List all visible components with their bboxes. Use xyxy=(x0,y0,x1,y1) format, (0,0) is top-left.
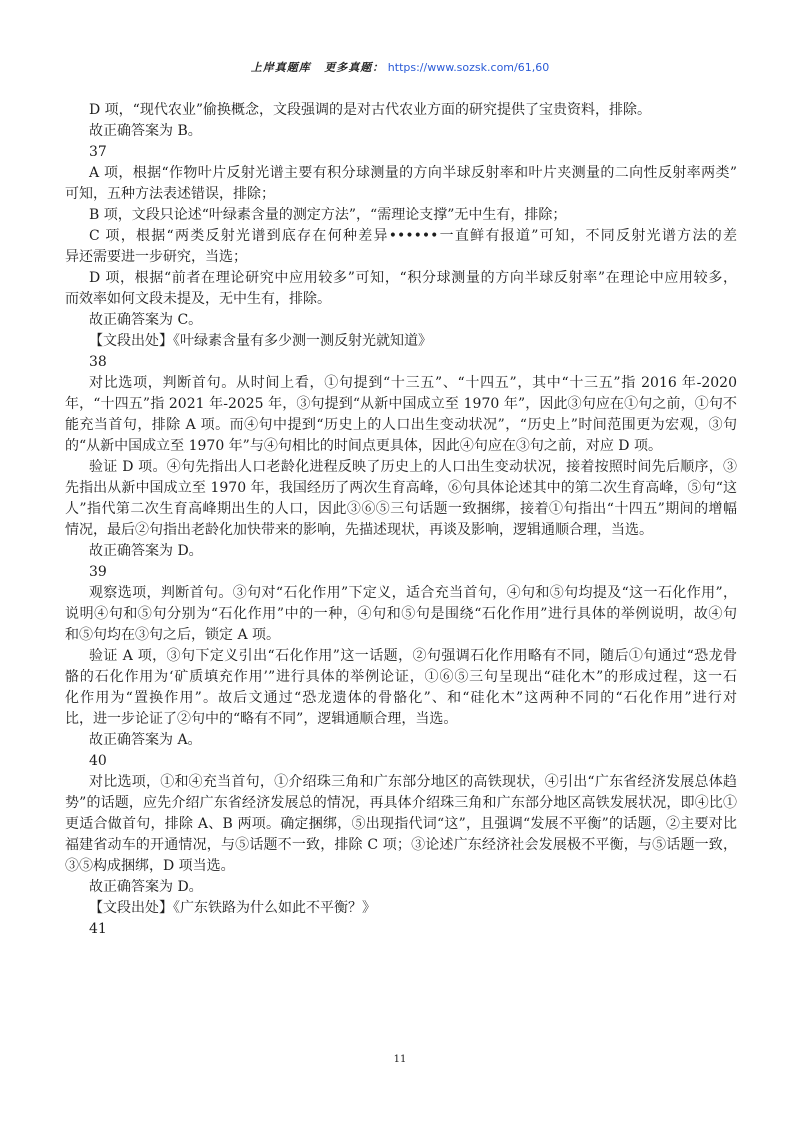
question-38 xyxy=(65,352,737,562)
question-number: 38 xyxy=(89,354,107,370)
text-line: 福建省动车的开通情况，与⑤话题不一致，排除 C 项；③论述广东经济社会发展极不平衡，与⑤话题一致， xyxy=(65,837,737,853)
answer-statement xyxy=(65,121,737,142)
header-link[interactable]: https://www.sozsk.com/61,60 xyxy=(387,61,550,74)
document-body xyxy=(65,100,737,940)
answer-statement xyxy=(65,730,737,751)
analysis-paragraph xyxy=(65,583,737,646)
page-header xyxy=(0,60,800,76)
text-line: 骼的石化作用为‘矿质填充作用’”进行具体的举例论证，①⑥⑤三句呈现出“硅化木”的形成过程，这一石 xyxy=(65,669,737,685)
question-41 xyxy=(65,919,737,940)
page-footer xyxy=(0,1052,800,1068)
text-line: 年，“十四五”指 2021 年-2025 年，③句提到“从新中国成立至 1970 年”，因此③句应在①句之前，①句不 xyxy=(65,396,737,412)
question-number: 37 xyxy=(89,144,107,160)
text-line: 【文段出处】《叶绿素含量有多少测一测反射光就知道》 xyxy=(89,333,432,349)
analysis-paragraph xyxy=(65,772,737,877)
option-a-analysis xyxy=(65,163,737,205)
source-citation xyxy=(65,898,737,919)
text-line: 【文段出处】《广东铁路为什么如此不平衡？》 xyxy=(89,900,376,916)
option-d-analysis xyxy=(65,268,737,310)
text-line: 对比选项，①和④充当首句，①介绍珠三角和广东部分地区的高铁现状，④引出“广东省经济发展总体趋 xyxy=(89,774,737,790)
text-line: 的“从新中国成立至 1970 年”与④句相比的时间点更具体，因此④句应在③句之前，对应 D 项。 xyxy=(65,438,662,454)
text-line: 势”的话题，应先介绍广东省经济发展总的情况，再具体介绍珠三角和广东部分地区高铁发展状况，即④比① xyxy=(65,795,737,811)
text-line: 而效率如何文段未提及，无中生有，排除。 xyxy=(65,291,331,307)
text-line: 更适合做首句，排除 A、B 两项。确定捆绑，⑤出现指代词“这”，且强调“发展不平衡”的话题，②主要对比 xyxy=(65,816,737,832)
verification-paragraph xyxy=(65,457,737,541)
text-line: 验证 A 项，③句下定义引出“石化作用”这一话题，②句强调石化作用略有不同，随后①句通过“恐龙骨 xyxy=(89,648,737,664)
text-line: 人”指代第二次生育高峰期出生的人口，因此③⑥⑤三句话题一致捆绑，接着①句指出“十四五”期间的增幅 xyxy=(65,501,737,517)
brand-label: 上岸真题库 xyxy=(250,61,311,74)
text-line: 能充当首句，排除 A 项。而④句中提到“历史上的人口出生变动状况”，“历史上”时间范围更为宏观，③句 xyxy=(65,417,737,433)
text-line: ③⑤构成捆绑，D 项当选。 xyxy=(65,858,235,874)
answer-statement xyxy=(65,541,737,562)
text-line: 验证 D 项。④句先指出人口老龄化进程反映了历史上的人口出生变动状况，接着按照时间先后顺序，③ xyxy=(89,459,737,475)
answer-statement xyxy=(65,310,737,331)
text-line: 故正确答案为 B。 xyxy=(89,123,202,139)
source-citation xyxy=(65,331,737,352)
text-line: C 项，根据“两类反射光谱到底存在何种差异••••••一直鲜有报道”可知，不同反射光谱方法的差 xyxy=(89,228,737,244)
text-line: D 项，“现代农业”偷换概念，文段强调的是对古代农业方面的研究提供了宝贵资料，排除。 xyxy=(89,102,651,118)
text-line: A 项，根据“作物叶片反射光谱主要有积分球测量的方向半球反射率和叶片夹测量的二向性反射率两类” xyxy=(89,165,737,181)
more-questions-label: 更多真题： xyxy=(324,61,385,74)
analysis-paragraph xyxy=(65,373,737,457)
question-number: 39 xyxy=(89,564,107,580)
answer-statement xyxy=(65,877,737,898)
text-line: 和⑤句均在③句之后，锁定 A 项。 xyxy=(65,627,281,643)
question-40 xyxy=(65,751,737,919)
text-line: 说明④句和⑤句分别为“石化作用”中的一种，④句和⑤句是围绕“石化作用”进行具体的举例说明，故④句 xyxy=(65,606,737,622)
text-line: 比，进一步论证了②句中的“略有不同”，逻辑通顺合理，当选。 xyxy=(65,711,458,727)
text-line: 观察选项，判断首句。③句对“石化作用”下定义，适合充当首句，④句和⑤句均提及“这一石化作用”， xyxy=(89,585,737,601)
text-line: 化作用为“置换作用”。故后文通过“恐龙遗体的骨骼化”、和“硅化木”这两种不同的“石化作用”进行对 xyxy=(65,690,737,706)
question-number: 41 xyxy=(89,921,107,937)
question-37 xyxy=(65,142,737,352)
text-line: 情况，最后②句指出老龄化加快带来的影响，先描述现状，再谈及影响，逻辑通顺合理，当选。 xyxy=(65,522,653,538)
page-number: 11 xyxy=(393,1054,407,1065)
text-line: 故正确答案为 D。 xyxy=(89,543,203,559)
question-number: 40 xyxy=(89,753,107,769)
option-b-analysis xyxy=(65,205,737,226)
text-line: 异还需要进一步研究，当选； xyxy=(65,249,247,265)
text-line: 故正确答案为 A。 xyxy=(89,732,202,748)
question-39 xyxy=(65,562,737,751)
text-line: 对比选项，判断首句。从时间上看，①句提到“十三五”、“十四五”，其中“十三五”指 2016 年-2020 xyxy=(89,375,737,391)
previous-question-tail xyxy=(65,100,737,142)
verification-paragraph xyxy=(65,646,737,730)
text-line: 先指出从新中国成立至 1970 年，我国经历了两次生育高峰，⑥句具体论述其中的第二次生育高峰，⑤句“这 xyxy=(65,480,737,496)
text-line: 故正确答案为 C。 xyxy=(89,312,203,328)
text-line: 可知，五种方法表述错误，排除； xyxy=(65,186,275,202)
text-line: D 项，根据“前者在理论研究中应用较多”可知，“积分球测量的方向半球反射率”在理论中应用较多， xyxy=(89,270,737,286)
option-c-analysis xyxy=(65,226,737,268)
text-line: 故正确答案为 D。 xyxy=(89,879,203,895)
text-line: B 项，文段只论述“叶绿素含量的测定方法”，“需理论支撑”无中生有，排除； xyxy=(89,207,567,223)
option-d-analysis xyxy=(65,100,737,121)
